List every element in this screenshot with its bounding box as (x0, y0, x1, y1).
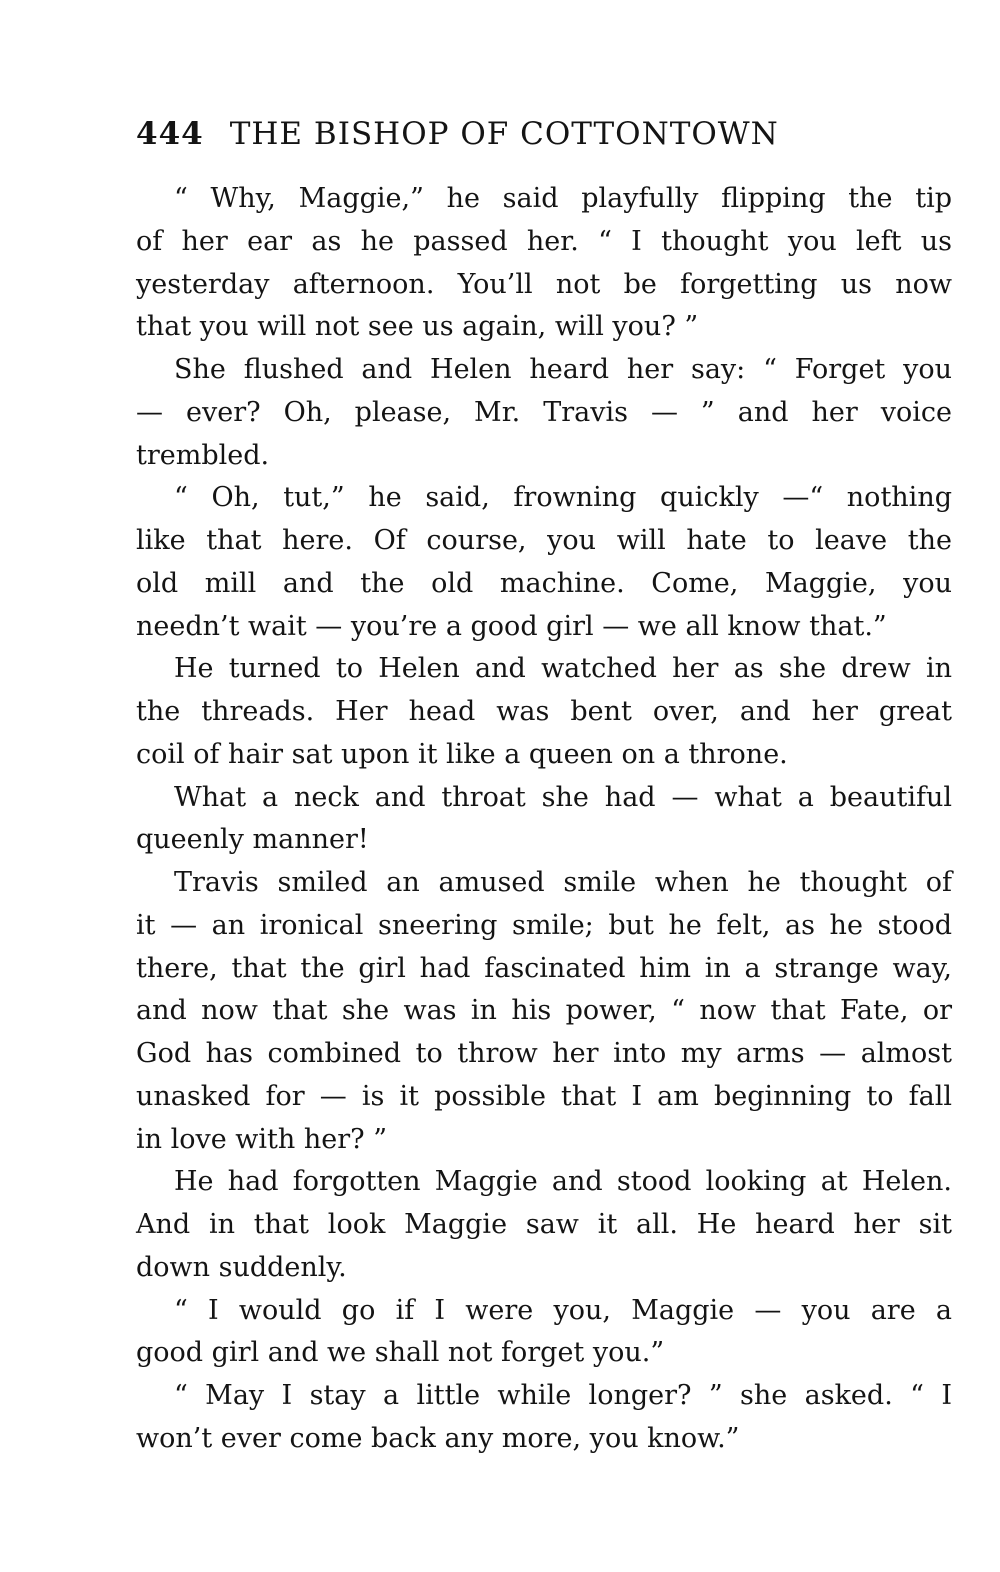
page-number: 444 (136, 116, 204, 152)
text-line: unasked for — is it possible that I am beginning to fall (136, 1080, 952, 1112)
text-line: And in that look Maggie saw it all. He heard her sit (136, 1209, 952, 1240)
text-line: God has combined to throw her into my arms — almost (136, 1038, 952, 1069)
body-text (136, 178, 952, 1461)
text-line: the threads. Her head was bent over, and her great (136, 696, 952, 727)
running-title: THE BISHOP OF COTTONTOWN (229, 116, 779, 152)
text-line: queenly manner! (136, 824, 369, 856)
text-line: that you will not see us again, will you? ” (136, 311, 699, 343)
text-line: down suddenly. (136, 1251, 347, 1283)
text-line: “ Why, Maggie,” he said playfully flipping the tip (174, 183, 952, 214)
text-line: trembled. (136, 439, 270, 471)
text-line: and now that she was in his power, “ now that Fate, or (136, 995, 952, 1027)
text-line: “ I would go if I were you, Maggie — you are a (174, 1294, 952, 1326)
text-line: like that here. Of course, you will hate to leave the (136, 525, 952, 556)
text-line: old mill and the old machine. Come, Maggie, you (136, 567, 952, 599)
text-line: yesterday afternoon. You’ll not be forgetting us now (136, 268, 952, 300)
text-line: good girl and we shall not forget you.” (136, 1337, 665, 1369)
text-line: of her ear as he passed her. “ I thought you left us (136, 225, 952, 257)
text-line: won’t ever come back any more, you know.” (136, 1422, 740, 1454)
text-line: it — an ironical sneering smile; but he felt, as he stood (136, 909, 952, 941)
text-line: — ever? Oh, please, Mr. Travis — ” and her voice (136, 396, 952, 428)
text-line: Travis smiled an amused smile when he thought of (174, 867, 952, 898)
text-line: there, that the girl had fascinated him in a strange way, (136, 952, 952, 984)
text-line: What a neck and throat she had — what a beautiful (174, 781, 952, 813)
text-line: “ Oh, tut,” he said, frowning quickly —“ nothing (174, 482, 952, 514)
text-line: “ May I stay a little while longer? ” she asked. “ I (174, 1380, 952, 1411)
text-line: in love with her? ” (136, 1123, 388, 1155)
text-line: He turned to Helen and watched her as she drew in (174, 653, 952, 685)
text-line: She flushed and Helen heard her say: “ Forget you (174, 354, 952, 385)
text-line: needn’t wait — you’re a good girl — we all know that.” (136, 610, 887, 642)
running-head (136, 112, 952, 156)
text-line: He had forgotten Maggie and stood looking at Helen. (174, 1166, 952, 1198)
text-line: coil of hair sat upon it like a queen on a throne. (136, 738, 788, 770)
